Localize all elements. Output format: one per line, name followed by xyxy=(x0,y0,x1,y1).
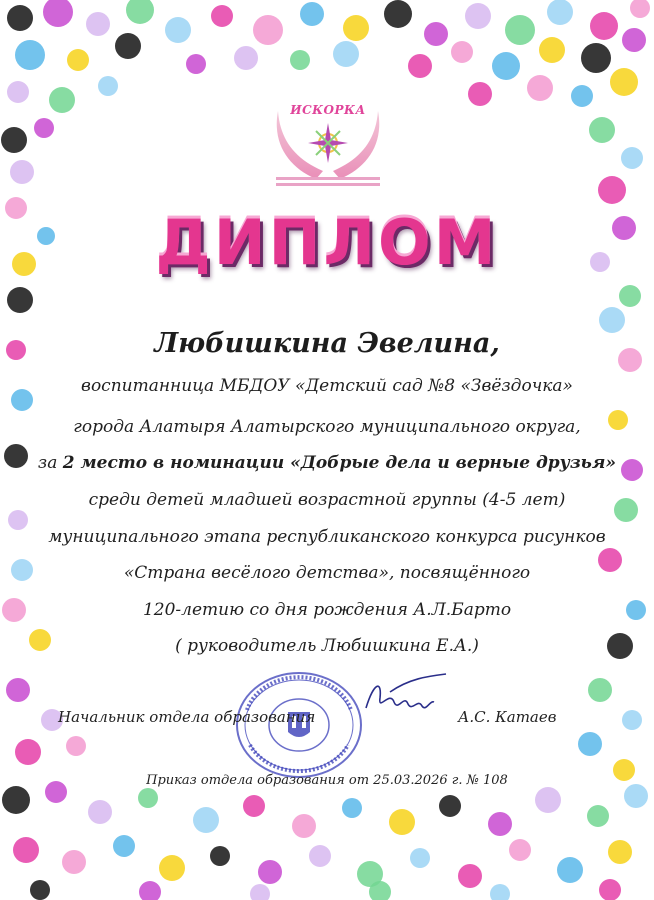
confetti-dot xyxy=(98,76,118,96)
confetti-dot xyxy=(49,87,75,113)
body-line-8: ( руководитель Любишкина Е.А.) xyxy=(175,636,479,656)
confetti-dot xyxy=(621,147,643,169)
signatory-name: А.С. Катаев xyxy=(458,708,557,726)
confetti-dot xyxy=(126,0,154,24)
confetti-dot xyxy=(13,837,39,863)
confetti-dot xyxy=(165,17,191,43)
confetti-dot xyxy=(88,800,112,824)
confetti-dot xyxy=(557,857,583,883)
confetti-dot xyxy=(7,287,33,313)
confetti-dot xyxy=(234,46,258,70)
body-line-6: «Страна весёлого детства», посвящённого xyxy=(123,563,531,583)
confetti-dot xyxy=(527,75,553,101)
confetti-dot xyxy=(243,795,265,817)
diploma-title: ДИПЛОМ xyxy=(155,206,499,279)
confetti-dot xyxy=(509,839,531,861)
confetti-dot xyxy=(342,798,362,818)
confetti-dot xyxy=(115,33,141,59)
confetti-dot xyxy=(2,786,30,814)
body-line-3 xyxy=(0,453,654,473)
confetti-dot xyxy=(15,739,41,765)
nomination-text: 2 место в номинации «Добрые дела и верные друзья» xyxy=(62,453,617,473)
confetti-dot xyxy=(598,176,626,204)
confetti-dot xyxy=(7,81,29,103)
confetti-dot xyxy=(113,835,135,857)
confetti-dot xyxy=(211,5,233,27)
confetti-dot xyxy=(599,879,621,900)
confetti-dot xyxy=(622,28,646,52)
confetti-dot xyxy=(492,52,520,80)
body-line-4: среди детей младшей возрастной группы (4-5 лет) xyxy=(88,490,566,510)
confetti-dot xyxy=(43,0,73,27)
confetti-dot xyxy=(300,2,324,26)
confetti-dot xyxy=(465,3,491,29)
confetti-dot xyxy=(587,805,609,827)
confetti-dot xyxy=(138,788,158,808)
body-line-3-prefix: за xyxy=(37,453,63,473)
confetti-dot xyxy=(253,15,283,45)
confetti-dot xyxy=(535,787,561,813)
confetti-dot xyxy=(439,795,461,817)
confetti-dot xyxy=(309,845,331,867)
confetti-dot xyxy=(588,678,612,702)
confetti-dot xyxy=(333,41,359,67)
confetti-dot xyxy=(458,864,482,888)
confetti-dot xyxy=(581,43,611,73)
confetti-dot xyxy=(630,0,650,18)
confetti-dot xyxy=(589,117,615,143)
confetti-dot xyxy=(343,15,369,41)
recipient-name: Любишкина Эвелина, xyxy=(154,328,500,359)
handwritten-signature-icon xyxy=(360,672,450,722)
signatory-position: Начальник отдела образования xyxy=(58,708,316,726)
confetti-dot xyxy=(451,41,473,63)
confetti-dot xyxy=(578,732,602,756)
body-line-5: муниципального этапа республиканского конкурса рисунков xyxy=(48,527,606,547)
confetti-dot xyxy=(7,5,33,31)
confetti-dot xyxy=(193,807,219,833)
logo-text: ИСКОРКА xyxy=(290,103,366,117)
order-reference: Приказ отдела образования от 25.03.2026 г. № 108 xyxy=(146,773,508,788)
confetti-dot xyxy=(410,848,430,868)
confetti-dot xyxy=(547,0,573,25)
confetti-dot xyxy=(210,846,230,866)
body-line-1: воспитанница МБДОУ «Детский сад №8 «Звёздочка» xyxy=(81,376,573,396)
confetti-dot xyxy=(67,49,89,71)
confetti-dot xyxy=(384,0,412,28)
confetti-dot xyxy=(290,50,310,70)
confetti-dot xyxy=(505,15,535,45)
confetti-dot xyxy=(468,82,492,106)
body-line-2: города Алатыря Алатырского муниципального округа, xyxy=(73,417,581,437)
confetti-dot xyxy=(1,127,27,153)
confetti-dot xyxy=(619,285,641,307)
confetti-dot xyxy=(490,884,510,900)
confetti-dot xyxy=(66,736,86,756)
body-line-7: 120-летию со дня рождения А.Л.Барто xyxy=(142,600,512,620)
confetti-dot xyxy=(610,68,638,96)
confetti-dot xyxy=(258,860,282,884)
confetti-dot xyxy=(424,22,448,46)
confetti-dot xyxy=(389,809,415,835)
confetti-dot xyxy=(250,884,270,900)
confetti-dot xyxy=(86,12,110,36)
confetti-dot xyxy=(30,880,50,900)
confetti-dot xyxy=(10,160,34,184)
confetti-dot xyxy=(159,855,185,881)
confetti-dot xyxy=(139,881,161,900)
confetti-dot xyxy=(6,678,30,702)
confetti-dot xyxy=(62,850,86,874)
iskorka-logo xyxy=(268,93,388,193)
confetti-dot xyxy=(608,840,632,864)
confetti-dot xyxy=(186,54,206,74)
confetti-dot xyxy=(590,12,618,40)
confetti-dot xyxy=(15,40,45,70)
confetti-dot xyxy=(292,814,316,838)
confetti-dot xyxy=(408,54,432,78)
confetti-dot xyxy=(571,85,593,107)
confetti-dot xyxy=(539,37,565,63)
confetti-dot xyxy=(622,710,642,730)
confetti-dot xyxy=(34,118,54,138)
confetti-dot xyxy=(488,812,512,836)
